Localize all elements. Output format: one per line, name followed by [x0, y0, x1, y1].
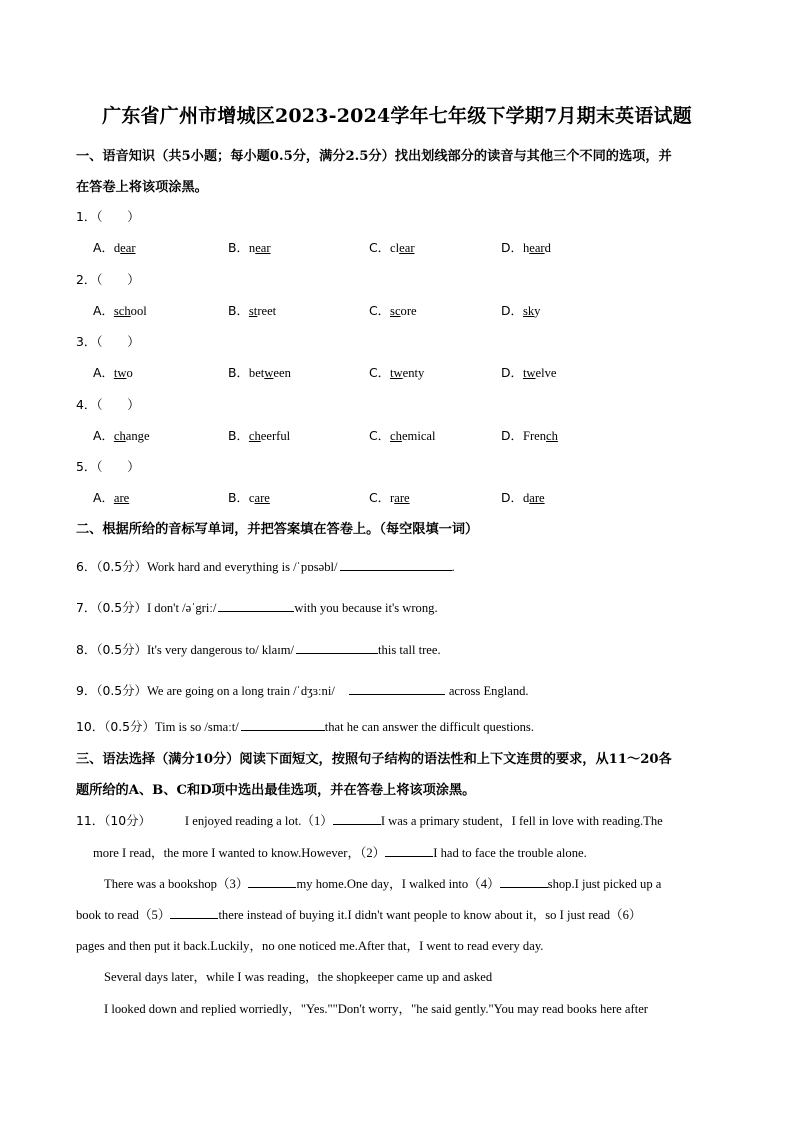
option-label: A．: [93, 302, 114, 318]
option-label: D．: [501, 490, 523, 505]
answer-blank[interactable]: [241, 718, 325, 731]
word-part: c: [248, 491, 255, 505]
question-9: [76, 681, 529, 699]
underlined-part: ear: [120, 241, 136, 255]
section3-heading-line2: 题所给的A、B、C和D项中选出最佳选项，并在答卷上将该项涂黑。: [76, 783, 476, 798]
word-part: reet: [257, 303, 277, 318]
word-part: d: [544, 241, 551, 255]
page-title: 广东省广州市增城区2023-2024学年七年级下学期7月期末英语试题: [102, 105, 692, 127]
blank-2[interactable]: [385, 844, 433, 857]
question-7: [76, 598, 438, 616]
question-1-number: 1．（ ）: [76, 209, 140, 224]
word-part: Fren: [522, 428, 547, 443]
question-text-end: this tall tree.: [378, 643, 441, 657]
option-label: C．: [369, 427, 391, 443]
question-2-option-a[interactable]: [93, 301, 147, 319]
question-text: I don't /əˈgriː/: [146, 601, 217, 615]
underlined-part: ear: [399, 241, 415, 255]
question-number: 6．（0.5分）: [76, 559, 147, 574]
answer-blank[interactable]: [340, 558, 452, 571]
word-part: elve: [535, 366, 557, 380]
question-number: 8．（0.5分）: [76, 642, 147, 657]
underlined-part: tw: [390, 366, 403, 380]
passage-line-2: more I read，the more I wanted to know.However，（2） I had to face the trouble alone.: [93, 846, 587, 860]
underlined-part: ch: [248, 428, 261, 443]
question-4-option-a[interactable]: [93, 426, 150, 444]
section3-heading-line1: 三、语法选择（满分10分）阅读下面短文，按照句子结构的语法性和上下文连贯的要求，从11～20各: [76, 752, 672, 767]
question-4-option-c[interactable]: [369, 426, 436, 444]
underlined-part: st: [248, 303, 258, 318]
question-3-number: 3．（ ）: [76, 334, 140, 349]
underlined-part: w: [264, 366, 274, 380]
word-part: h: [522, 241, 530, 255]
word-part: een: [273, 366, 291, 380]
question-3-option-b[interactable]: [228, 363, 291, 381]
option-label: D．: [501, 302, 523, 318]
question-3-option-d[interactable]: [501, 363, 557, 381]
question-1-option-b[interactable]: [228, 238, 271, 256]
option-label: A．: [93, 490, 114, 505]
option-label: B．: [228, 427, 249, 443]
question-3-option-c[interactable]: [369, 363, 424, 381]
passage-line-6: Several days later，while I was reading，the shopkeeper came up and asked: [104, 970, 493, 984]
question-5-option-a[interactable]: [93, 488, 129, 506]
blank-4[interactable]: [500, 875, 548, 888]
blank-5[interactable]: [170, 906, 218, 919]
question-number: 11．（10分）: [76, 813, 151, 828]
option-label: C．: [369, 490, 391, 505]
answer-blank[interactable]: [349, 682, 445, 695]
option-label: A．: [93, 365, 114, 380]
section2-heading: 二、根据所给的音标写单词，并把答案填在答卷上。（每空限填一词）: [76, 522, 479, 537]
question-5-option-b[interactable]: [228, 488, 270, 506]
question-text-end: with you because it's wrong.: [294, 601, 438, 615]
word-part: r: [390, 491, 395, 505]
question-text: Tim is so /smaːt/: [154, 720, 239, 734]
question-8: [76, 640, 441, 658]
passage-line-7: I looked down and replied worriedly，"Yes.""Don't worry，"he said gently."You may read books here after: [104, 1002, 648, 1016]
word-part: y: [534, 303, 541, 318]
underlined-part: are: [113, 491, 130, 505]
word-part: d: [113, 241, 121, 255]
question-2-number: 2．（ ）: [76, 271, 140, 287]
question-number: 10．（0.5分）: [76, 719, 155, 734]
word-part: eerful: [260, 428, 291, 443]
question-1-option-c[interactable]: [369, 238, 415, 256]
underlined-part: sch: [113, 303, 131, 318]
option-label: B．: [228, 240, 249, 255]
passage-line-1: 11．（10分） I enjoyed reading a lot.（1） I was a primary student，I fell in love with reading.The: [76, 813, 663, 828]
question-1-option-a[interactable]: [93, 238, 136, 256]
section1-heading-line2: 在答卷上将该项涂黑。: [76, 180, 208, 195]
question-3-option-a[interactable]: [93, 363, 133, 381]
underlined-part: ear: [529, 241, 545, 255]
passage-line-5: pages and then put it back.Luckily，no one noticed me.After that，I went to read every day.: [76, 939, 544, 953]
question-4-option-b[interactable]: [228, 426, 290, 444]
blank-3[interactable]: [248, 875, 296, 888]
underlined-part: ear: [255, 241, 271, 255]
option-label: B．: [228, 490, 249, 505]
question-text-end: that he can answer the difficult questions.: [324, 720, 534, 734]
word-part: enty: [402, 366, 425, 380]
word-part: ool: [130, 303, 147, 318]
option-label: B．: [228, 365, 249, 380]
question-5-option-c[interactable]: [369, 488, 410, 506]
question-number: 9．（0.5分）: [76, 683, 147, 698]
option-label: A．: [93, 240, 114, 255]
word-part: emical: [401, 428, 436, 443]
option-label: B．: [228, 302, 249, 318]
section1-heading-line1: 一、语音知识（共5小题；每小题0.5分，满分2.5分）找出划线部分的读音与其他三个不同的选项，并: [76, 149, 672, 164]
word-part: ange: [125, 428, 150, 443]
word-part: o: [126, 366, 133, 380]
option-label: D．: [501, 240, 523, 255]
question-6: [76, 557, 455, 575]
question-4-option-d[interactable]: [501, 426, 558, 444]
passage-line-3: There was a bookshop（3） my home.One day，I walked into（4） shop.I just picked up a: [104, 877, 662, 891]
blank-1[interactable]: [333, 812, 381, 825]
option-label: D．: [501, 365, 523, 380]
word-part: bet: [248, 366, 265, 380]
question-2-option-b[interactable]: [228, 301, 276, 319]
underlined-part: tw: [113, 366, 127, 380]
option-label: C．: [369, 240, 391, 255]
underlined-part: ch: [390, 428, 402, 443]
option-label: C．: [369, 365, 391, 380]
option-label: D．: [501, 427, 523, 443]
underlined-part: are: [529, 491, 545, 505]
question-text: It's very dangerous to/ klaɪm/: [146, 643, 295, 657]
option-label: A．: [93, 427, 114, 443]
underlined-part: sk: [522, 303, 535, 318]
passage-line-4: book to read（5） there instead of buying it.I didn't want people to know about it，so I just read（6）: [76, 908, 642, 922]
question-text: We are going on a long train /ˈdʒɜːni/: [146, 684, 335, 698]
question-text-end: across England.: [448, 684, 529, 698]
question-4-number: 4．（ ）: [76, 396, 140, 412]
underlined-part: sc: [390, 303, 401, 318]
question-10: [76, 717, 534, 735]
question-5-number: 5．（ ）: [76, 459, 140, 474]
answer-blank[interactable]: [218, 599, 294, 612]
underlined-part: ch: [546, 428, 558, 443]
question-5-option-d[interactable]: [501, 488, 545, 506]
answer-blank[interactable]: [296, 641, 378, 654]
word-part: cl: [390, 241, 400, 255]
question-2-option-c[interactable]: [369, 301, 417, 319]
underlined-part: are: [394, 491, 410, 505]
question-number: 7．（0.5分）: [76, 600, 147, 615]
option-label: C．: [369, 302, 391, 318]
underlined-part: are: [254, 491, 270, 505]
question-text: Work hard and everything is /ˈpɒsəbl/: [146, 560, 338, 574]
word-part: n: [248, 241, 256, 255]
word-part: d: [522, 491, 530, 505]
question-text-end: .: [451, 560, 455, 574]
underlined-part: ch: [113, 428, 126, 443]
question-2-option-d[interactable]: [501, 301, 540, 319]
question-1-option-d[interactable]: [501, 238, 551, 256]
underlined-part: tw: [522, 366, 536, 380]
word-part: ore: [400, 303, 417, 318]
